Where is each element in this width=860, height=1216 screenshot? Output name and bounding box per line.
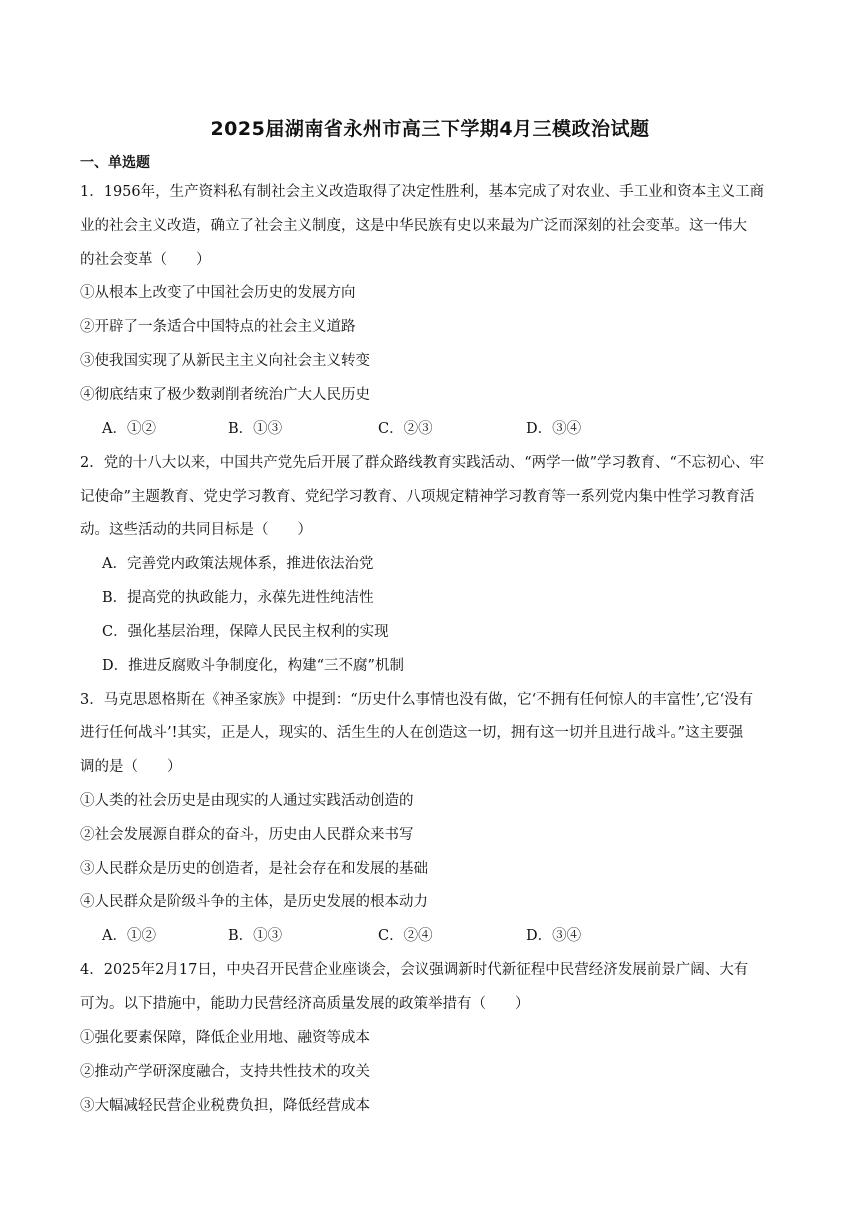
q1-item-4: ④彻底结束了极少数剥削者统治广大人民历史 — [80, 387, 370, 403]
q3-option-b: B．①③ — [228, 928, 283, 944]
q1-item-3: ③使我国实现了从新民主主义向社会主义转变 — [80, 353, 370, 369]
q2-option-c: C．强化基层治理，保障人民民主权利的实现 — [102, 624, 389, 640]
q3-item-1: ①人类的社会历史是由现实的人通过实践活动创造的 — [80, 793, 414, 809]
q2-stem-line-2: 记使命”主题教育、党史学习教育、党纪学习教育、八项规定精神学习教育等一系列党内集中性学习教育活 — [80, 489, 755, 505]
q3-item-2: ②社会发展源自群众的奋斗，历史由人民群众来书写 — [80, 827, 414, 843]
page-title: 2025届湖南省永州市高三下学期4月三模政治试题 — [210, 118, 650, 140]
q1-option-a: A．①② — [102, 421, 156, 437]
q2-stem-line-1: 2．党的十八大以来，中国共产党先后开展了群众路线教育实践活动、“两学一做”学习教育、“不忘初心、牢 — [80, 455, 764, 471]
q1-option-b: B．①③ — [228, 421, 283, 437]
q1-stem-line-3: 的社会变革（ ） — [80, 252, 211, 268]
q1-item-1: ①从根本上改变了中国社会历史的发展方向 — [80, 285, 356, 301]
q4-item-3: ③大幅减轻民营企业税费负担，降低经营成本 — [80, 1098, 370, 1114]
q1-stem-line-1: 1．1956年，生产资料私有制社会主义改造取得了决定性胜利，基本完成了对农业、手工业和资本主义工商 — [80, 184, 765, 200]
q3-item-4: ④人民群众是阶级斗争的主体，是历史发展的根本动力 — [80, 894, 428, 910]
q2-option-b: B．提高党的执政能力，永葆先进性纯洁性 — [102, 590, 374, 606]
q2-option-a: A．完善党内政策法规体系，推进依法治党 — [102, 556, 374, 572]
q1-option-d: D．③④ — [526, 421, 582, 437]
q1-stem-line-2: 业的社会主义改造，确立了社会主义制度，这是中华民族有史以来最为广泛而深刻的社会变革。这一伟大 — [80, 218, 747, 234]
q4-item-2: ②推动产学研深度融合，支持共性技术的攻关 — [80, 1064, 370, 1080]
q4-item-1: ①强化要素保障，降低企业用地、融资等成本 — [80, 1030, 370, 1046]
q3-option-c: C．②④ — [378, 928, 433, 944]
q1-option-c: C．②③ — [378, 421, 433, 437]
q3-option-d: D．③④ — [526, 928, 582, 944]
q1-item-2: ②开辟了一条适合中国特点的社会主义道路 — [80, 319, 356, 335]
section-heading: 一、单选题 — [80, 155, 150, 171]
q3-stem-line-1: 3．马克思恩格斯在《神圣家族》中提到：“历史什么事情也没有做，它‘不拥有任何惊人的丰富性’,它‘没有 — [80, 692, 754, 708]
q3-stem-line-2: 进行任何战斗’!其实，正是人，现实的、活生生的人在创造这一切，拥有这一切并且进行战斗。”这主要强 — [80, 725, 744, 741]
q3-option-a: A．①② — [102, 928, 156, 944]
q3-stem-line-3: 调的是（ ） — [80, 759, 182, 775]
q2-stem-line-3: 动。这些活动的共同目标是（ ） — [80, 522, 312, 538]
q2-option-d: D．推进反腐败斗争制度化，构建“三不腐”机制 — [102, 658, 404, 674]
q4-stem-line-1: 4．2025年2月17日，中央召开民营企业座谈会，会议强调新时代新征程中民营经济发展前景广阔、大有 — [80, 962, 749, 978]
q3-item-3: ③人民群众是历史的创造者，是社会存在和发展的基础 — [80, 861, 428, 877]
q4-stem-line-2: 可为。以下措施中，能助力民营经济高质量发展的政策举措有（ ） — [80, 996, 530, 1012]
